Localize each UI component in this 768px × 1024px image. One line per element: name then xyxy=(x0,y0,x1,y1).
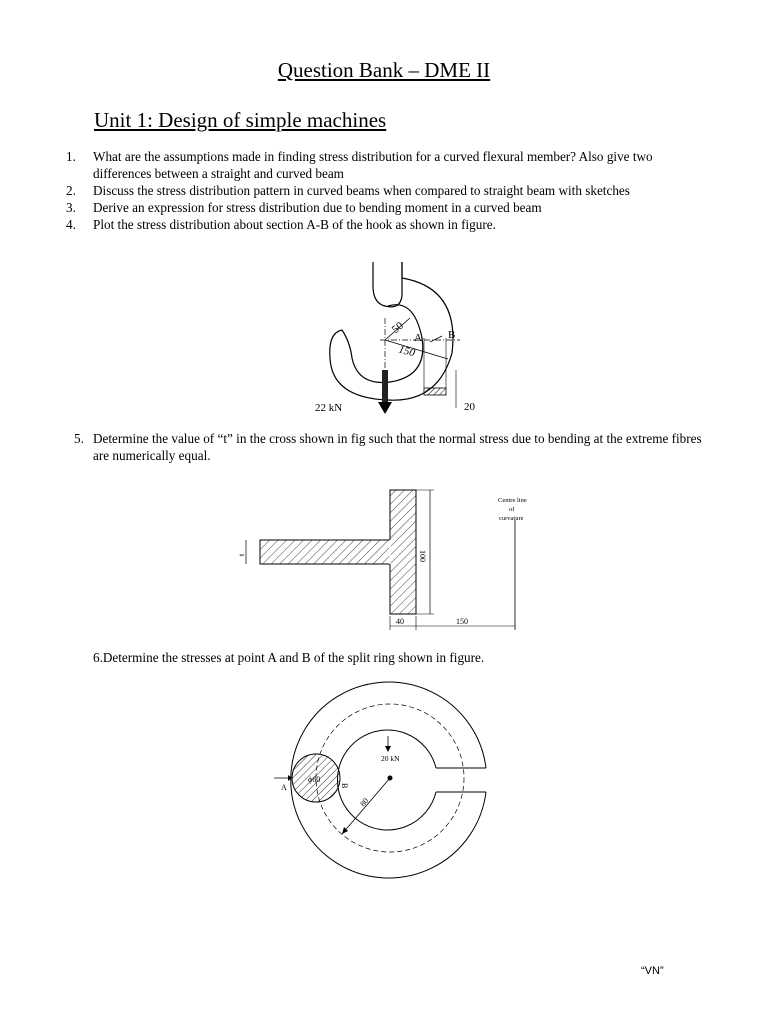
curvature-note-line2: of xyxy=(509,506,515,513)
question-item xyxy=(66,182,706,199)
tsection-height-label: 100 xyxy=(418,550,427,562)
tsection-width-label: 40 xyxy=(396,617,404,626)
question-number: 5. xyxy=(74,431,84,446)
question-item xyxy=(66,216,706,233)
question-text: What are the assumptions made in finding stress distribution for a curved flexural member? Also give two differences between a straight and curved beam xyxy=(93,149,653,181)
ring-point-b: B xyxy=(340,783,349,789)
hook-dim-label: 20 xyxy=(464,401,475,413)
ring-point-a: A xyxy=(281,783,287,792)
ring-load-label: 20 kN xyxy=(381,754,400,763)
question-number: 4. xyxy=(66,217,76,232)
question-text: Derive an expression for stress distribution due to bending moment in a curved beam xyxy=(93,200,542,215)
curvature-note-line1: Centre line xyxy=(498,497,527,504)
ring-radius-label: 80 xyxy=(358,796,371,809)
hook-figure xyxy=(310,258,510,418)
question-number: 2. xyxy=(66,183,76,198)
tsection-t-label: t xyxy=(237,553,246,556)
question-item xyxy=(66,199,706,216)
hook-point-a: A xyxy=(414,332,422,344)
question-text: Plot the stress distribution about section A-B of the hook as shown in figure. xyxy=(93,217,496,232)
question-item xyxy=(74,430,714,464)
ring-dia-label: ϕ60 xyxy=(308,775,321,784)
unit-heading: Unit 1: Design of simple machines xyxy=(94,108,387,132)
curvature-note-line3: curvature xyxy=(499,515,524,522)
question-list xyxy=(66,148,706,233)
tsection-dist-label: 150 xyxy=(456,617,468,626)
question-text: 6.Determine the stresses at point A and B of the split ring shown in figure. xyxy=(93,650,485,665)
question-number: 3. xyxy=(66,200,76,215)
question-number: 1. xyxy=(66,149,76,164)
question-text: Determine the value of “t” in the cross shown in fig such that the normal stress due to bending at the extreme fibres are numerically equal. xyxy=(93,431,702,463)
tsection-figure xyxy=(232,484,532,634)
split-ring-figure xyxy=(270,680,500,900)
question-text: Discuss the stress distribution pattern in curved beams when compared to straight beam with sketches xyxy=(93,183,630,198)
hook-point-b: B xyxy=(448,329,456,341)
footer-signature: “VN” xyxy=(641,965,664,977)
hook-load-label: 22 kN xyxy=(315,402,343,414)
page-title: Question Bank – DME II xyxy=(277,58,491,82)
question-item xyxy=(66,148,706,182)
hook-r2-label: 150 xyxy=(397,343,417,360)
hook-r1-label: 50 xyxy=(389,319,406,336)
